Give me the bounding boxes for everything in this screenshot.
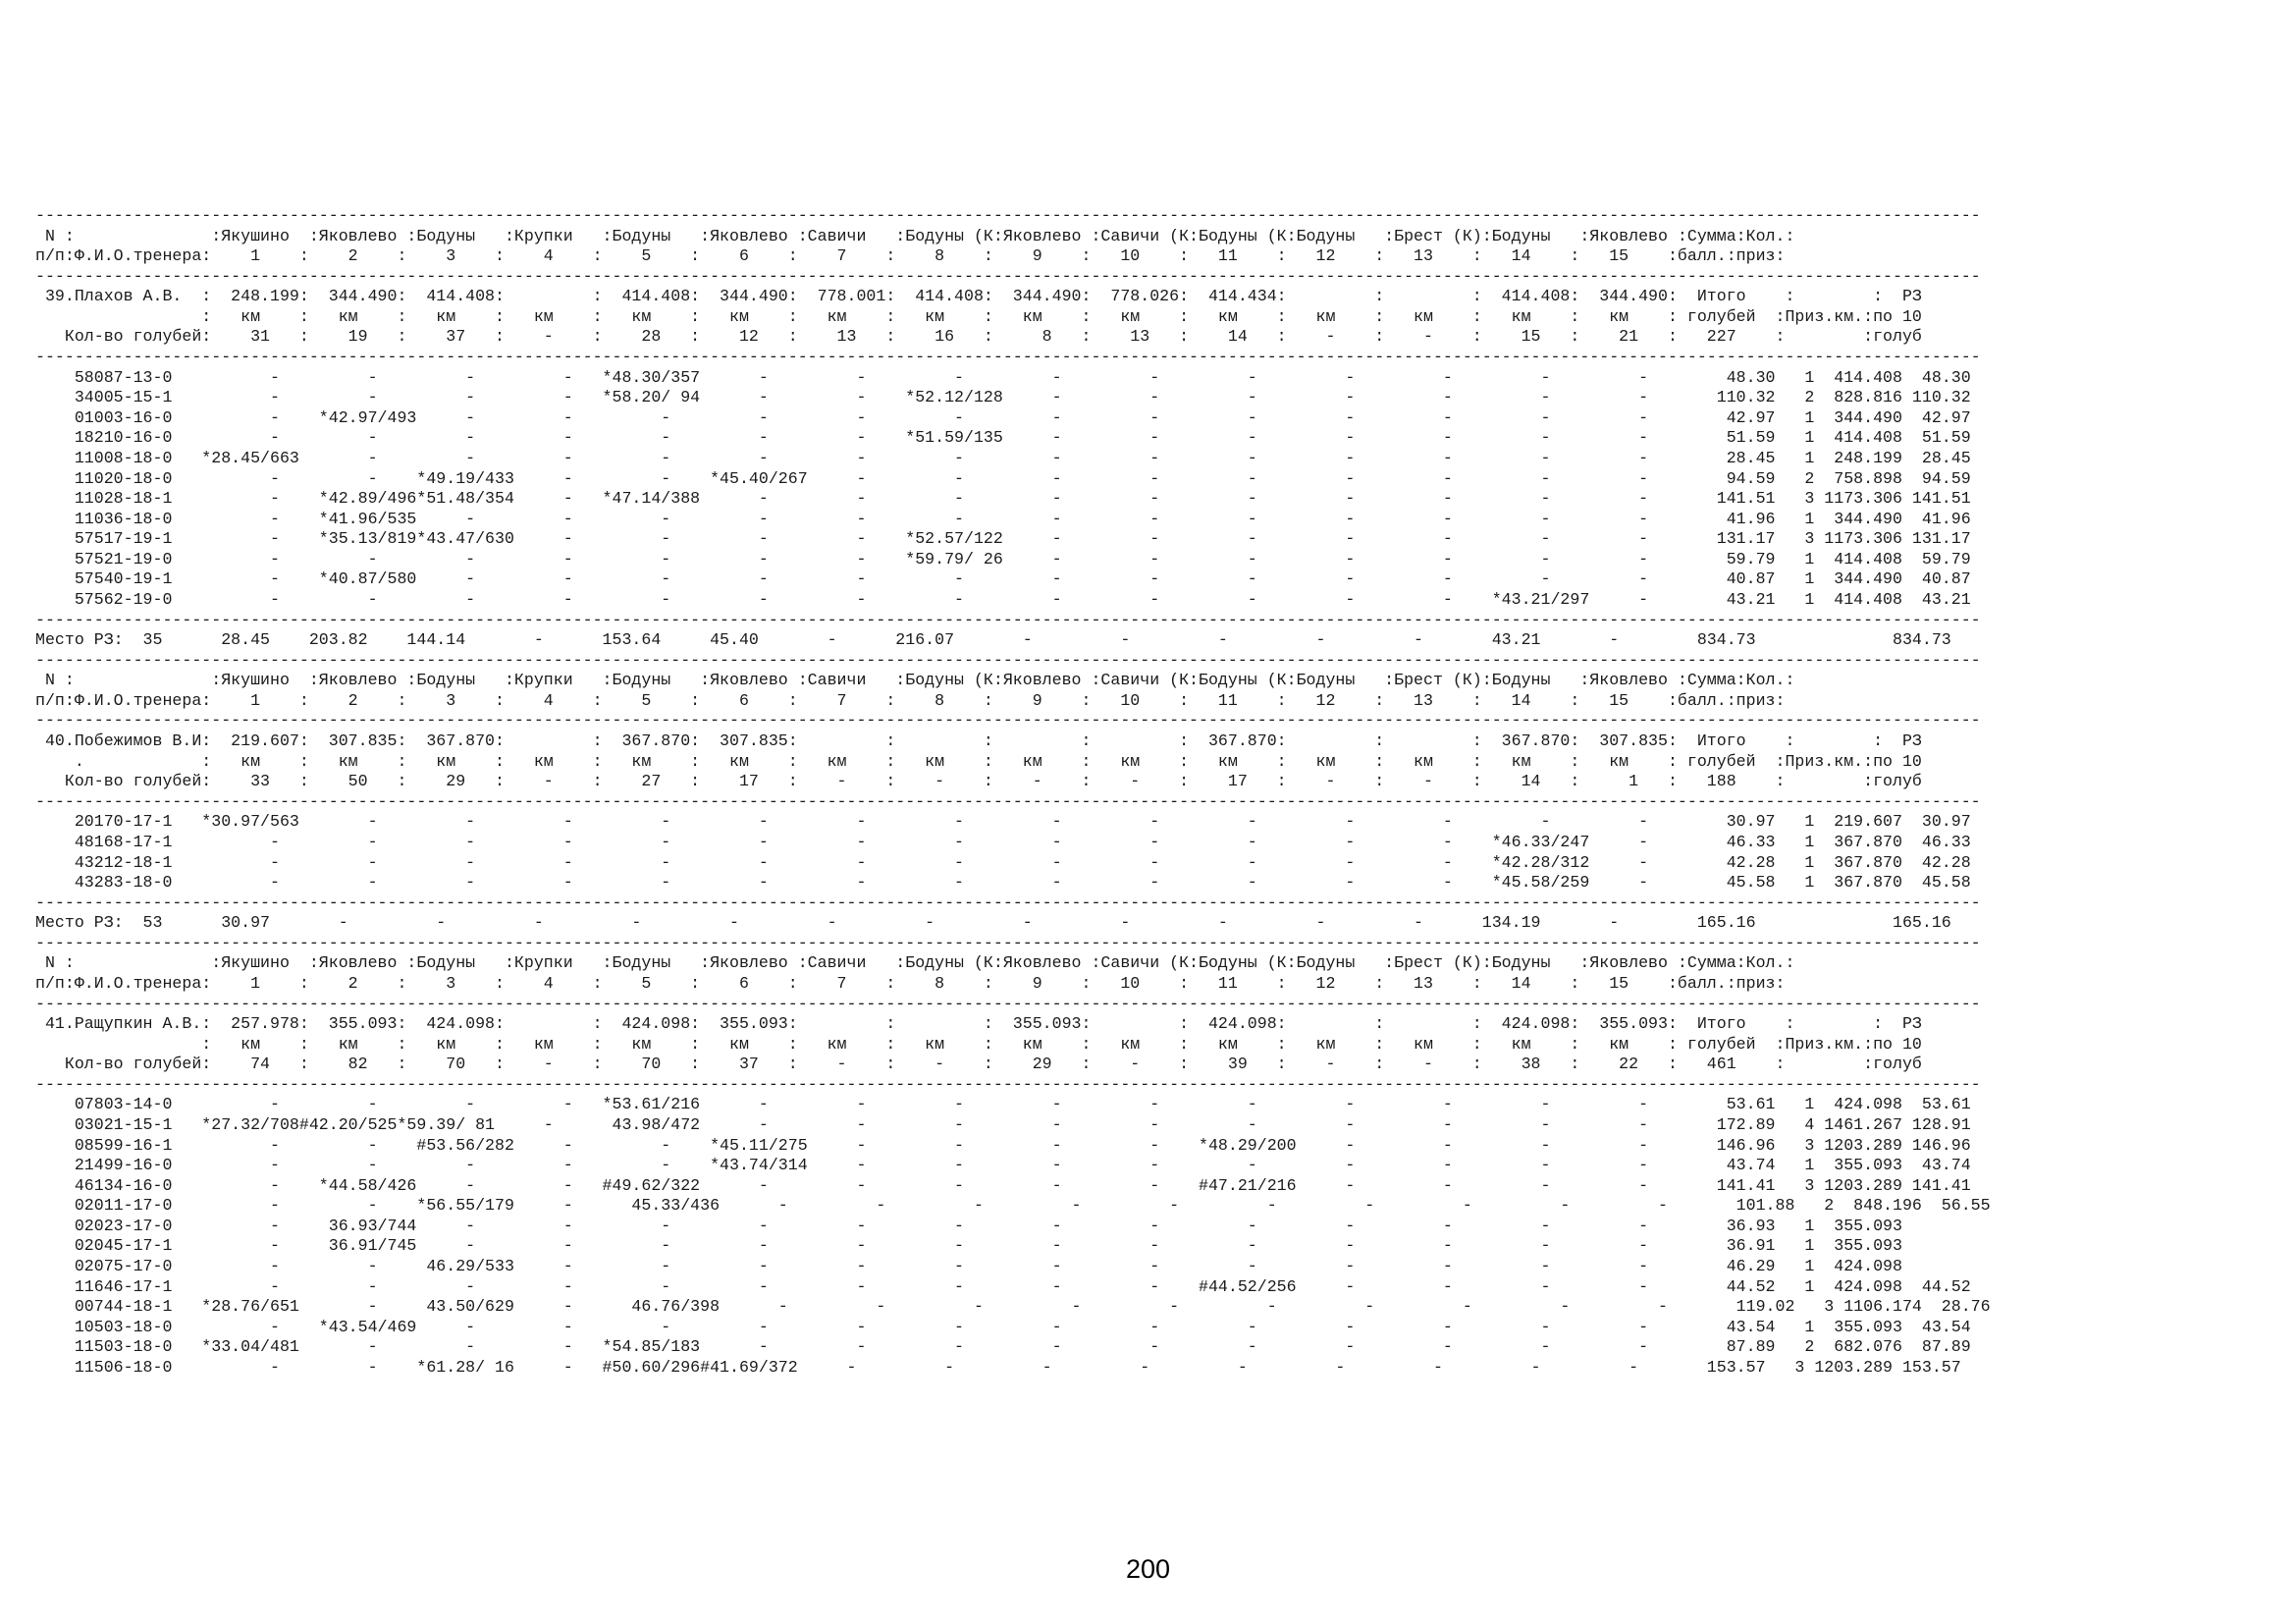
report-line: 57540-19-1 - *40.87/580 - - - - - - - - - - - - - 40.87 1 344.490 40.87 [35,569,1971,589]
report-line: 02075-17-0 - - 46.29/533 - - - - - - - - - - - - 46.29 1 424.098 [35,1257,1902,1276]
report-line: : км : км : км : км : км : км : км : км : км : км : км : км : км : км : км : голубей :Приз.км.:по 10 [35,1034,1922,1054]
report-line: 07803-14-0 - - - - *53.61/216 - - - - - - - - - - 53.61 1 424.098 53.61 [35,1095,1971,1114]
report-line: 43212-18-1 - - - - - - - - - - - - - *42.28/312 - 42.28 1 367.870 42.28 [35,852,1971,872]
report-line: : км : км : км : км : км : км : км : км : км : км : км : км : км : км : км : голубей :Приз.км.:по 10 [35,306,1922,326]
report-line: 57562-19-0 - - - - - - - - - - - - - *43.21/297 - 43.21 1 414.408 43.21 [35,589,1971,609]
report-line: 10503-18-0 - *43.54/469 - - - - - - - - - - - - - 43.54 1 355.093 43.54 [35,1317,1971,1336]
race-results-report [35,206,1991,1379]
report-line: 20170-17-1 *30.97/563 - - - - - - - - - - - - - - 30.97 1 219.607 30.97 [35,812,1971,832]
separator-line: ------------------------------------------------------------------------------------------------------------------------------------------------------------------------------------------------------- [35,266,1981,286]
report-line: 41.Ращупкин А.В.: 257.978: 355.093: 424.098: : 424.098: 355.093: : : 355.093: : 424.098: : : 424.098: 355.093: Итого : : РЗ [35,1014,1922,1034]
separator-line: ------------------------------------------------------------------------------------------------------------------------------------------------------------------------------------------------------- [35,994,1981,1013]
report-line: 08599-16-1 - - #53.56/282 - - *45.11/275 - - - - *48.29/200 - - - - 146.96 3 1203.289 146.96 [35,1135,1971,1155]
report-line: 11506-18-0 - - *61.28/ 16 - #50.60/296#41.69/372 - - - - - - - - - 153.57 3 1203.289 153.57 [35,1357,1961,1377]
report-line: 11020-18-0 - - *49.19/433 - - *45.40/267 - - - - - - - - - 94.59 2 758.898 94.59 [35,468,1971,488]
separator-line: ------------------------------------------------------------------------------------------------------------------------------------------------------------------------------------------------------- [35,893,1981,912]
separator-line: ------------------------------------------------------------------------------------------------------------------------------------------------------------------------------------------------------- [35,791,1981,811]
separator-line: ------------------------------------------------------------------------------------------------------------------------------------------------------------------------------------------------------- [35,933,1981,952]
report-line: 02023-17-0 - 36.93/744 - - - - - - - - - - - - - 36.93 1 355.093 [35,1216,1902,1235]
report-line: 43283-18-0 - - - - - - - - - - - - - *45.58/259 - 45.58 1 367.870 45.58 [35,873,1971,893]
report-line: N : :Якушино :Яковлево :Бодуны :Крупки :Бодуны :Яковлево :Савичи :Бодуны (К:Яковлево :Савичи (К:Бодуны (К:Бодуны :Брест (К):Бодуны :Яковлево :Сумма:Кол.: [35,226,1795,245]
report-line: 01003-16-0 - *42.97/493 - - - - - - - - - - - - - 42.97 1 344.490 42.97 [35,407,1971,427]
report-line: 02045-17-1 - 36.91/745 - - - - - - - - - - - - - 36.91 1 355.093 [35,1236,1902,1256]
separator-line: ------------------------------------------------------------------------------------------------------------------------------------------------------------------------------------------------------- [35,348,1981,367]
report-line: 03021-15-1 *27.32/708#42.20/525*59.39/ 81 - 43.98/472 - - - - - - - - - - 172.89 4 1461.267 128.91 [35,1115,1971,1135]
report-line: 21499-16-0 - - - - - *43.74/314 - - - - - - - - - 43.74 1 355.093 43.74 [35,1156,1971,1175]
report-line: Кол-во голубей: 74 : 82 : 70 : - : 70 : 37 : - : - : 29 : - : 39 : - : - : 38 : 22 : 461 : :голуб [35,1055,1922,1074]
report-line: 46134-16-0 - *44.58/426 - - #49.62/322 - - - - - #47.21/216 - - - - 141.41 3 1203.289 141.41 [35,1175,1971,1195]
report-line: п/п:Ф.И.О.тренера: 1 : 2 : 3 : 4 : 5 : 6 : 7 : 8 : 9 : 10 : 11 : 12 : 13 : 14 : 15 :балл.:приз: [35,246,1786,266]
report-line: п/п:Ф.И.О.тренера: 1 : 2 : 3 : 4 : 5 : 6 : 7 : 8 : 9 : 10 : 11 : 12 : 13 : 14 : 15 :балл.:приз: [35,973,1786,993]
report-line: 57521-19-0 - - - - - - - *59.79/ 26 - - - - - - - 59.79 1 414.408 59.79 [35,549,1971,568]
report-line: 02011-17-0 - - *56.55/179 - 45.33/436 - - - - - - - - - - 101.88 2 848.196 56.55 [35,1196,1991,1216]
report-line: 57517-19-1 - *35.13/819*43.47/630 - - - - *52.57/122 - - - - - - - 131.17 3 1173.306 131.17 [35,529,1971,549]
report-line: 18210-16-0 - - - - - - - *51.59/135 - - - - - - - 51.59 1 414.408 51.59 [35,428,1971,448]
report-line: Кол-во голубей: 33 : 50 : 29 : - : 27 : 17 : - : - : - : - : 17 : - : - : 14 : 1 : 188 : :голуб [35,772,1922,791]
page-number: 200 [1125,1554,1171,1584]
separator-line: ------------------------------------------------------------------------------------------------------------------------------------------------------------------------------------------------------- [35,206,1981,225]
report-line: 11503-18-0 *33.04/481 - - - *54.85/183 - - - - - - - - - - 87.89 2 682.076 87.89 [35,1337,1971,1357]
report-line: 00744-18-1 *28.76/651 - 43.50/629 - 46.76/398 - - - - - - - - - - 119.02 3 1106.174 28.76 [35,1297,1991,1317]
report-line: 11646-17-1 - - - - - - - - - - #44.52/256 - - - - 44.52 1 424.098 44.52 [35,1276,1971,1296]
report-line: N : :Якушино :Яковлево :Бодуны :Крупки :Бодуны :Яковлево :Савичи :Бодуны (К:Яковлево :Савичи (К:Бодуны (К:Бодуны :Брест (К):Бодуны :Яковлево :Сумма:Кол.: [35,953,1795,973]
report-line: 39.Плахов А.В. : 248.199: 344.490: 414.408: : 414.408: 344.490: 778.001: 414.408: 344.490: 778.026: 414.434: : : 414.408: 344.490: Итого : : РЗ [35,287,1922,306]
report-line: 58087-13-0 - - - - *48.30/357 - - - - - - - - - - 48.30 1 414.408 48.30 [35,367,1971,387]
report-line: Кол-во голубей: 31 : 19 : 37 : - : 28 : 12 : 13 : 16 : 8 : 13 : 14 : - : - : 15 : 21 : 227 : :голуб [35,327,1922,347]
separator-line: ------------------------------------------------------------------------------------------------------------------------------------------------------------------------------------------------------- [35,711,1981,731]
separator-line: ------------------------------------------------------------------------------------------------------------------------------------------------------------------------------------------------------- [35,1074,1981,1094]
report-line: п/п:Ф.И.О.тренера: 1 : 2 : 3 : 4 : 5 : 6 : 7 : 8 : 9 : 10 : 11 : 12 : 13 : 14 : 15 :балл.:приз: [35,690,1786,710]
separator-line: ------------------------------------------------------------------------------------------------------------------------------------------------------------------------------------------------------- [35,650,1981,670]
report-line: N : :Якушино :Яковлево :Бодуны :Крупки :Бодуны :Яковлево :Савичи :Бодуны (К:Яковлево :Савичи (К:Бодуны (К:Бодуны :Брест (К):Бодуны :Яковлево :Сумма:Кол.: [35,671,1795,690]
report-line: Место РЗ: 53 30.97 - - - - - - - - - - - - 134.19 - 165.16 165.16 [35,913,1951,933]
report-line: 11008-18-0 *28.45/663 - - - - - - - - - - - - - - 28.45 1 248.199 28.45 [35,448,1971,467]
separator-line: ------------------------------------------------------------------------------------------------------------------------------------------------------------------------------------------------------- [35,610,1981,629]
report-line: 34005-15-1 - - - - *58.20/ 94 - - *52.12/128 - - - - - - - 110.32 2 828.816 110.32 [35,388,1971,407]
report-line: 48168-17-1 - - - - - - - - - - - - - *46.33/247 - 46.33 1 367.870 46.33 [35,832,1971,851]
report-line: . : км : км : км : км : км : км : км : км : км : км : км : км : км : км : км : голубей :Приз.км.:по 10 [35,751,1922,771]
report-line: 11036-18-0 - *41.96/535 - - - - - - - - - - - - - 41.96 1 344.490 41.96 [35,509,1971,528]
report-line: 11028-18-1 - *42.89/496*51.48/354 - *47.14/388 - - - - - - - - - - 141.51 3 1173.306 141.51 [35,489,1971,509]
report-line: 40.Побежимов В.И: 219.607: 307.835: 367.870: : 367.870: 307.835: : : : : 367.870: : : 367.870: 307.835: Итого : : РЗ [35,731,1922,751]
report-line: Место РЗ: 35 28.45 203.82 144.14 - 153.64 45.40 - 216.07 - - - - - 43.21 - 834.73 834.73 [35,630,1951,650]
